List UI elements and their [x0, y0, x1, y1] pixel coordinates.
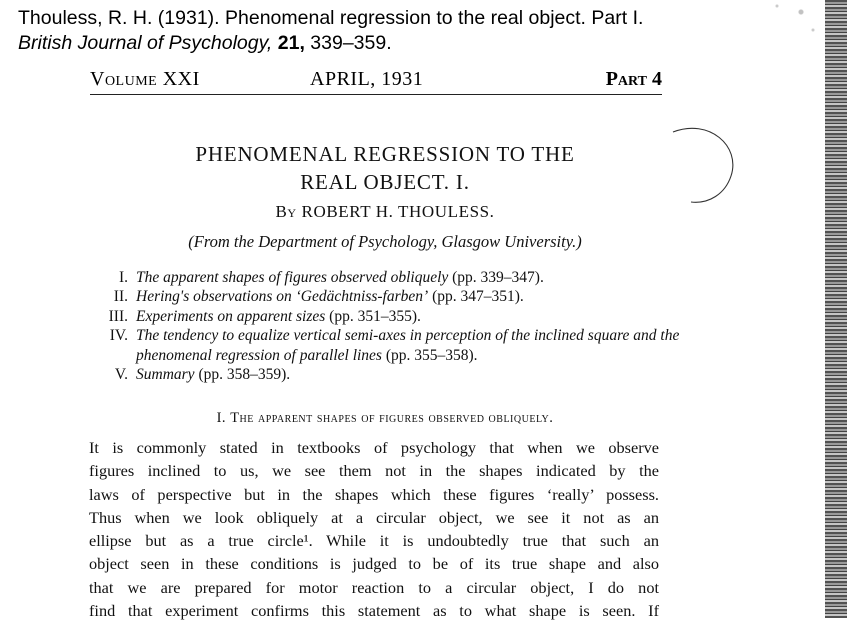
- body-line: figures inclined to us, we see them not in the shapes indicated by the: [89, 461, 659, 481]
- running-head-date: APRIL, 1931: [310, 68, 424, 90]
- body-line: object seen in these conditions is judged to be of its true shape and also: [89, 554, 659, 574]
- scan-edge-border: [825, 0, 847, 618]
- toc-item-number: IV.: [109, 327, 128, 345]
- section-title: The apparent shapes of figures observed obliquely.: [230, 410, 554, 426]
- toc-item-title: Hering's observations on ‘Gedächtniss-farben’: [136, 288, 429, 306]
- author-by: By: [275, 202, 297, 221]
- article-title-line-1: PHENOMENAL REGRESSION TO THE: [195, 142, 575, 166]
- affiliation: (From the Department of Psychology, Glasgow University.): [188, 232, 582, 251]
- toc-item-number: V.: [114, 366, 128, 384]
- toc-item: [90, 365, 690, 384]
- article-title: [90, 140, 680, 196]
- toc-item-title: The apparent shapes of figures observed obliquely: [136, 269, 449, 286]
- author-line: [90, 202, 680, 222]
- scan-noise: [705, 0, 825, 60]
- citation-journal: British Journal of Psychology,: [18, 32, 273, 54]
- toc-item: [90, 287, 690, 306]
- toc-item-pages: (pp. 355–358).: [385, 346, 478, 364]
- toc-item-title: Summary: [136, 366, 195, 384]
- body-line: Thus when we look obliquely at a circular object, we see it not as an: [89, 507, 659, 527]
- toc-item: [90, 326, 690, 365]
- running-head: [90, 66, 662, 95]
- toc-item-pages: (pp. 339–347).: [452, 269, 544, 286]
- toc-item-title: Experiments on apparent sizes: [136, 307, 326, 325]
- toc-item: [90, 268, 690, 287]
- toc-item-number: III.: [108, 307, 128, 325]
- section-number: I.: [216, 410, 227, 426]
- body-line: that we are prepared for motor reaction to a circular object, I do not: [89, 577, 659, 597]
- running-head-volume: Volume XXI: [90, 68, 200, 90]
- table-of-contents: [90, 268, 690, 384]
- toc-item-pages: (pp. 358–359).: [198, 366, 291, 384]
- citation-line-2: [18, 31, 643, 56]
- toc-item-pages: (pp. 347–351).: [432, 288, 524, 306]
- body-line: It is commonly stated in textbooks of psychology that when we observe: [89, 438, 659, 457]
- citation-pages: 339–359.: [310, 32, 392, 54]
- article-title-line-2: REAL OBJECT. I.: [300, 170, 470, 194]
- toc-item-number: I.: [118, 269, 128, 286]
- body-line: ellipse but as a true circle¹. While it is undoubtedly true that such an: [89, 531, 659, 551]
- body-line: find that experiment confirms this statement as to what shape is seen. If: [89, 601, 659, 621]
- author-name: ROBERT H. THOULESS.: [301, 202, 495, 221]
- toc-item-title: The tendency to equalize vertical semi-axes in perception of the inclined square and the phenomenal regression of parallel lines: [136, 327, 680, 364]
- citation-volume: 21,: [277, 32, 305, 54]
- section-heading: [90, 410, 680, 427]
- body-line: laws of perspective but in the shapes which these figures ‘really’ possess.: [89, 484, 659, 504]
- toc-item-number: II.: [113, 288, 128, 306]
- body-paragraph: [89, 436, 659, 622]
- citation: [18, 6, 643, 56]
- citation-line-1: Thouless, R. H. (1931). Phenomenal regression to the real object. Part I.: [18, 7, 644, 29]
- running-head-part: Part 4: [605, 68, 662, 90]
- toc-item: [90, 307, 690, 326]
- toc-item-pages: (pp. 351–355).: [329, 307, 421, 325]
